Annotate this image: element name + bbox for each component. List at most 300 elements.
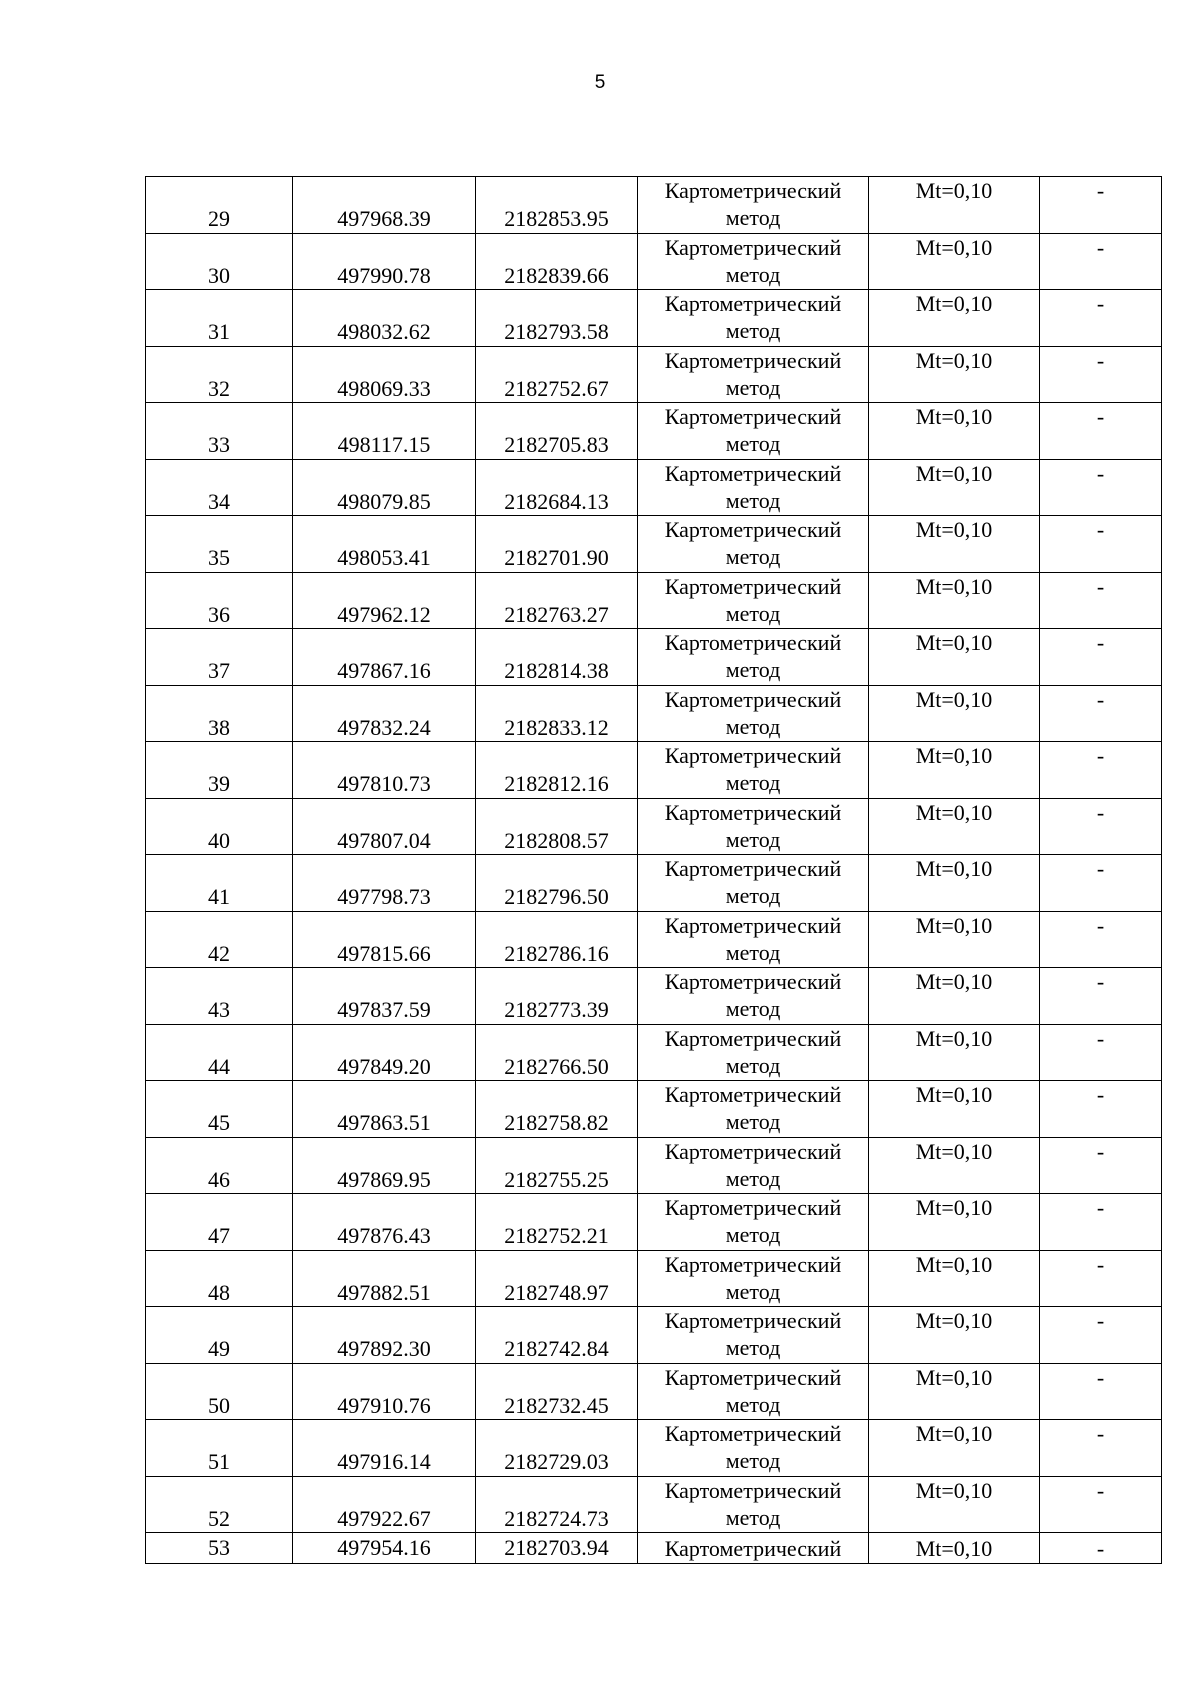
point-number-cell	[146, 855, 293, 912]
accuracy-value: Mt=0,10	[915, 1082, 993, 1107]
y-coordinate-cell	[476, 1533, 638, 1564]
note-cell	[1040, 403, 1162, 460]
accuracy-value: Mt=0,10	[915, 630, 993, 655]
method-line-1: Картометрический	[664, 856, 842, 881]
y-coordinate: 2182752.67	[504, 375, 609, 401]
point-number-cell	[146, 459, 293, 516]
accuracy-value: Mt=0,10	[915, 743, 993, 768]
method-line-1: Картометрический	[664, 1477, 842, 1503]
note-cell	[1040, 685, 1162, 742]
x-coordinate: 497807.04	[337, 827, 431, 853]
y-coordinate: 2182758.82	[504, 1110, 609, 1135]
method-cell	[638, 346, 869, 403]
method-cell	[638, 1420, 869, 1477]
method-cell	[638, 233, 869, 290]
x-coordinate-cell	[293, 1137, 476, 1194]
note-value: -	[1096, 347, 1105, 373]
table-row	[146, 1137, 1162, 1194]
accuracy-value: Mt=0,10	[915, 1138, 993, 1164]
accuracy-value: Mt=0,10	[915, 686, 993, 712]
method-cell	[638, 459, 869, 516]
x-coordinate-cell	[293, 968, 476, 1025]
x-coordinate-cell	[293, 290, 476, 347]
y-coordinate-cell	[476, 968, 638, 1025]
note-cell	[1040, 459, 1162, 516]
table-row	[146, 403, 1162, 460]
method-line-1: Картометрический	[664, 630, 842, 655]
note-value: -	[1096, 460, 1105, 486]
accuracy-cell	[869, 911, 1040, 968]
point-number: 31	[208, 319, 230, 344]
y-coordinate: 2182812.16	[504, 771, 609, 796]
accuracy-value: Mt=0,10	[915, 1308, 993, 1333]
point-number-cell	[146, 911, 293, 968]
x-coordinate: 498053.41	[337, 545, 431, 570]
note-cell	[1040, 1533, 1162, 1564]
x-coordinate: 497954.16	[337, 1534, 431, 1560]
note-cell	[1040, 1194, 1162, 1251]
point-number-cell	[146, 1307, 293, 1364]
table-row	[146, 177, 1162, 234]
note-cell	[1040, 177, 1162, 234]
method-line-2: метод	[725, 1052, 781, 1078]
method-line-2: метод	[725, 713, 781, 739]
note-value: -	[1096, 969, 1105, 994]
point-number-cell	[146, 346, 293, 403]
accuracy-cell	[869, 685, 1040, 742]
method-line-1: Картометрический	[664, 1251, 842, 1277]
note-cell	[1040, 1307, 1162, 1364]
x-coordinate-cell	[293, 742, 476, 799]
x-coordinate-cell	[293, 1476, 476, 1533]
note-cell	[1040, 516, 1162, 573]
table-row	[146, 1363, 1162, 1420]
method-cell	[638, 1024, 869, 1081]
accuracy-cell	[869, 798, 1040, 855]
point-number: 45	[208, 1110, 230, 1135]
accuracy-cell	[869, 403, 1040, 460]
accuracy-cell	[869, 1476, 1040, 1533]
accuracy-value: Mt=0,10	[915, 1421, 993, 1446]
y-coordinate-cell	[476, 855, 638, 912]
x-coordinate: 498079.85	[337, 488, 431, 514]
point-number-cell	[146, 290, 293, 347]
accuracy-cell	[869, 459, 1040, 516]
x-coordinate: 498117.15	[337, 432, 431, 457]
point-number-cell	[146, 177, 293, 234]
point-number: 40	[208, 827, 230, 853]
note-value: -	[1096, 630, 1105, 655]
y-coordinate: 2182808.57	[504, 827, 609, 853]
method-cell	[638, 855, 869, 912]
note-cell	[1040, 1081, 1162, 1138]
x-coordinate-cell	[293, 1363, 476, 1420]
accuracy-cell	[869, 1137, 1040, 1194]
x-coordinate: 497810.73	[337, 771, 431, 796]
point-number-cell	[146, 1194, 293, 1251]
y-coordinate-cell	[476, 290, 638, 347]
table-row	[146, 1024, 1162, 1081]
y-coordinate-cell	[476, 798, 638, 855]
y-coordinate: 2182705.83	[504, 432, 609, 457]
x-coordinate: 497815.66	[337, 940, 431, 966]
table-row	[146, 855, 1162, 912]
accuracy-cell	[869, 1307, 1040, 1364]
x-coordinate-cell	[293, 1307, 476, 1364]
point-number: 51	[208, 1449, 230, 1474]
table-row	[146, 1081, 1162, 1138]
point-number: 44	[208, 1053, 230, 1079]
note-value: -	[1096, 1138, 1105, 1164]
table-row	[146, 968, 1162, 1025]
method-line-1: Картометрический	[664, 460, 842, 486]
x-coordinate-cell	[293, 177, 476, 234]
note-cell	[1040, 572, 1162, 629]
method-cell	[638, 1081, 869, 1138]
point-number: 35	[208, 545, 230, 570]
method-line-1: Картометрический	[664, 1138, 842, 1164]
point-number-cell	[146, 968, 293, 1025]
x-coordinate: 497798.73	[337, 884, 431, 909]
y-coordinate-cell	[476, 1081, 638, 1138]
y-coordinate-cell	[476, 911, 638, 968]
point-number-cell	[146, 1363, 293, 1420]
method-cell	[638, 685, 869, 742]
method-cell	[638, 968, 869, 1025]
method-cell	[638, 572, 869, 629]
y-coordinate-cell	[476, 1024, 638, 1081]
method-line-2: метод	[725, 205, 781, 230]
accuracy-cell	[869, 233, 1040, 290]
method-line-1: Картометрический	[664, 404, 842, 429]
y-coordinate-cell	[476, 572, 638, 629]
y-coordinate-cell	[476, 1250, 638, 1307]
point-number: 32	[208, 375, 230, 401]
note-cell	[1040, 968, 1162, 1025]
x-coordinate-cell	[293, 1420, 476, 1477]
x-coordinate: 497837.59	[337, 997, 431, 1022]
note-cell	[1040, 1420, 1162, 1477]
point-number: 52	[208, 1505, 230, 1531]
x-coordinate-cell	[293, 798, 476, 855]
method-line-1: Картометрический	[664, 912, 842, 938]
accuracy-value: Mt=0,10	[915, 799, 993, 825]
y-coordinate: 2182796.50	[504, 884, 609, 909]
table-row	[146, 233, 1162, 290]
y-coordinate-cell	[476, 459, 638, 516]
y-coordinate: 2182755.25	[504, 1166, 609, 1192]
y-coordinate: 2182703.94	[504, 1534, 609, 1560]
accuracy-cell	[869, 1081, 1040, 1138]
point-number: 46	[208, 1166, 230, 1192]
method-line-1: Картометрический	[664, 1535, 842, 1561]
point-number-cell	[146, 233, 293, 290]
point-number-cell	[146, 1250, 293, 1307]
accuracy-value: Mt=0,10	[915, 1251, 993, 1277]
x-coordinate-cell	[293, 346, 476, 403]
note-cell	[1040, 911, 1162, 968]
y-coordinate: 2182766.50	[504, 1053, 609, 1079]
accuracy-cell	[869, 290, 1040, 347]
y-coordinate-cell	[476, 177, 638, 234]
method-line-2: метод	[725, 374, 781, 400]
note-value: -	[1096, 1195, 1105, 1220]
point-number: 47	[208, 1223, 230, 1248]
method-line-2: метод	[725, 939, 781, 965]
method-cell	[638, 1476, 869, 1533]
point-number: 53	[208, 1534, 230, 1560]
y-coordinate: 2182732.45	[504, 1392, 609, 1418]
accuracy-value: Mt=0,10	[915, 404, 993, 429]
x-coordinate-cell	[293, 911, 476, 968]
method-line-1: Картометрический	[664, 1195, 842, 1220]
accuracy-cell	[869, 1533, 1040, 1564]
y-coordinate-cell	[476, 629, 638, 686]
y-coordinate-cell	[476, 1137, 638, 1194]
coordinates-table-body	[146, 177, 1162, 1564]
point-number-cell	[146, 742, 293, 799]
method-line-1: Картометрический	[664, 1364, 842, 1390]
note-value: -	[1096, 517, 1105, 542]
method-line-2: метод	[725, 1391, 781, 1417]
table-row	[146, 742, 1162, 799]
y-coordinate: 2182729.03	[504, 1449, 609, 1474]
y-coordinate: 2182853.95	[504, 206, 609, 231]
note-value: -	[1096, 1477, 1105, 1503]
method-line-2: метод	[725, 487, 781, 513]
method-line-2: метод	[725, 431, 781, 456]
point-number-cell	[146, 403, 293, 460]
method-line-2: метод	[725, 1165, 781, 1191]
method-line-1: Картометрический	[664, 799, 842, 825]
note-value: -	[1096, 856, 1105, 881]
x-coordinate-cell	[293, 1194, 476, 1251]
y-coordinate-cell	[476, 233, 638, 290]
y-coordinate: 2182701.90	[504, 545, 609, 570]
table-row	[146, 911, 1162, 968]
accuracy-cell	[869, 1420, 1040, 1477]
y-coordinate: 2182833.12	[504, 714, 609, 740]
y-coordinate-cell	[476, 1420, 638, 1477]
method-line-1: Картометрический	[664, 178, 842, 203]
x-coordinate-cell	[293, 516, 476, 573]
note-value: -	[1096, 1421, 1105, 1446]
point-number: 41	[208, 884, 230, 909]
table-row	[146, 1476, 1162, 1533]
x-coordinate-cell	[293, 685, 476, 742]
accuracy-cell	[869, 1250, 1040, 1307]
accuracy-value: Mt=0,10	[915, 460, 993, 486]
x-coordinate-cell	[293, 1081, 476, 1138]
method-line-2: метод	[725, 883, 781, 908]
point-number: 36	[208, 601, 230, 627]
note-cell	[1040, 629, 1162, 686]
method-line-1: Картометрический	[664, 1308, 842, 1333]
table-row	[146, 1250, 1162, 1307]
method-line-2: метод	[725, 1448, 781, 1473]
method-cell	[638, 742, 869, 799]
method-line-1: Картометрический	[664, 1025, 842, 1051]
accuracy-value: Mt=0,10	[915, 291, 993, 316]
note-value: -	[1096, 1535, 1105, 1561]
accuracy-value: Mt=0,10	[915, 1535, 993, 1561]
x-coordinate: 497863.51	[337, 1110, 431, 1135]
note-value: -	[1096, 686, 1105, 712]
note-cell	[1040, 1476, 1162, 1533]
y-coordinate-cell	[476, 346, 638, 403]
x-coordinate: 497990.78	[337, 262, 431, 288]
note-value: -	[1096, 404, 1105, 429]
accuracy-cell	[869, 516, 1040, 573]
accuracy-value: Mt=0,10	[915, 1195, 993, 1220]
point-number: 34	[208, 488, 230, 514]
point-number: 39	[208, 771, 230, 796]
x-coordinate: 497910.76	[337, 1392, 431, 1418]
x-coordinate-cell	[293, 403, 476, 460]
point-number: 33	[208, 432, 230, 457]
method-line-1: Картометрический	[664, 1421, 842, 1446]
point-number: 48	[208, 1279, 230, 1305]
table-row	[146, 798, 1162, 855]
table-row	[146, 1533, 1162, 1564]
table-row	[146, 290, 1162, 347]
y-coordinate: 2182793.58	[504, 319, 609, 344]
accuracy-cell	[869, 629, 1040, 686]
point-number-cell	[146, 685, 293, 742]
point-number: 30	[208, 262, 230, 288]
method-line-1: Картометрический	[664, 969, 842, 994]
method-line-2: метод	[725, 1278, 781, 1304]
table-row	[146, 572, 1162, 629]
method-cell	[638, 1307, 869, 1364]
accuracy-value: Mt=0,10	[915, 969, 993, 994]
note-cell	[1040, 290, 1162, 347]
note-value: -	[1096, 178, 1105, 203]
method-line-2: метод	[725, 770, 781, 795]
accuracy-value: Mt=0,10	[915, 347, 993, 373]
point-number-cell	[146, 1420, 293, 1477]
note-cell	[1040, 855, 1162, 912]
note-value: -	[1096, 1082, 1105, 1107]
table-row	[146, 685, 1162, 742]
y-coordinate: 2182752.21	[504, 1223, 609, 1248]
accuracy-value: Mt=0,10	[915, 1477, 993, 1503]
y-coordinate-cell	[476, 685, 638, 742]
point-number: 38	[208, 714, 230, 740]
method-line-1: Картометрический	[664, 1082, 842, 1107]
x-coordinate-cell	[293, 1024, 476, 1081]
x-coordinate-cell	[293, 1533, 476, 1564]
note-value: -	[1096, 799, 1105, 825]
method-cell	[638, 403, 869, 460]
point-number: 43	[208, 997, 230, 1022]
point-number: 50	[208, 1392, 230, 1418]
note-cell	[1040, 346, 1162, 403]
note-value: -	[1096, 1364, 1105, 1390]
method-cell	[638, 1533, 869, 1564]
method-line-2: метод	[725, 544, 781, 569]
accuracy-cell	[869, 855, 1040, 912]
coordinates-table	[145, 176, 1162, 1564]
accuracy-value: Mt=0,10	[915, 178, 993, 203]
method-line-2: метод	[725, 261, 781, 287]
x-coordinate-cell	[293, 1250, 476, 1307]
method-cell	[638, 1363, 869, 1420]
x-coordinate: 497869.95	[337, 1166, 431, 1192]
note-cell	[1040, 1137, 1162, 1194]
point-number-cell	[146, 572, 293, 629]
x-coordinate: 498032.62	[337, 319, 431, 344]
method-line-2: метод	[725, 1335, 781, 1360]
accuracy-cell	[869, 1363, 1040, 1420]
method-line-2: метод	[725, 996, 781, 1021]
y-coordinate: 2182742.84	[504, 1336, 609, 1361]
method-line-2: метод	[725, 1222, 781, 1247]
note-value: -	[1096, 1251, 1105, 1277]
method-line-2: метод	[725, 1504, 781, 1530]
x-coordinate: 497916.14	[337, 1449, 431, 1474]
x-coordinate: 497832.24	[337, 714, 431, 740]
accuracy-value: Mt=0,10	[915, 856, 993, 881]
page-number: 5	[594, 72, 606, 93]
x-coordinate: 497849.20	[337, 1053, 431, 1079]
accuracy-value: Mt=0,10	[915, 1025, 993, 1051]
method-cell	[638, 290, 869, 347]
x-coordinate-cell	[293, 233, 476, 290]
y-coordinate: 2182724.73	[504, 1505, 609, 1531]
x-coordinate: 497876.43	[337, 1223, 431, 1248]
point-number: 49	[208, 1336, 230, 1361]
accuracy-cell	[869, 968, 1040, 1025]
table-row	[146, 516, 1162, 573]
y-coordinate: 2182763.27	[504, 601, 609, 627]
x-coordinate-cell	[293, 629, 476, 686]
accuracy-cell	[869, 346, 1040, 403]
accuracy-value: Mt=0,10	[915, 517, 993, 542]
y-coordinate: 2182748.97	[504, 1279, 609, 1305]
note-cell	[1040, 798, 1162, 855]
accuracy-value: Mt=0,10	[915, 573, 993, 599]
x-coordinate: 497922.67	[337, 1505, 431, 1531]
note-cell	[1040, 233, 1162, 290]
accuracy-value: Mt=0,10	[915, 234, 993, 260]
accuracy-cell	[869, 1194, 1040, 1251]
method-line-1: Картометрический	[664, 517, 842, 542]
method-cell	[638, 911, 869, 968]
method-line-1: Картометрический	[664, 347, 842, 373]
point-number-cell	[146, 1533, 293, 1564]
x-coordinate: 497882.51	[337, 1279, 431, 1305]
point-number-cell	[146, 516, 293, 573]
y-coordinate-cell	[476, 1476, 638, 1533]
x-coordinate: 497892.30	[337, 1336, 431, 1361]
x-coordinate: 497968.39	[337, 206, 431, 231]
accuracy-cell	[869, 1024, 1040, 1081]
method-line-1: Картометрический	[664, 573, 842, 599]
method-cell	[638, 629, 869, 686]
method-line-2: метод	[725, 600, 781, 626]
point-number-cell	[146, 1024, 293, 1081]
accuracy-value: Mt=0,10	[915, 912, 993, 938]
y-coordinate-cell	[476, 1194, 638, 1251]
note-value: -	[1096, 1025, 1105, 1051]
note-value: -	[1096, 743, 1105, 768]
note-value: -	[1096, 1308, 1105, 1333]
method-line-1: Картометрический	[664, 234, 842, 260]
x-coordinate: 497962.12	[337, 601, 431, 627]
method-line-2: метод	[725, 826, 781, 852]
x-coordinate: 498069.33	[337, 375, 431, 401]
